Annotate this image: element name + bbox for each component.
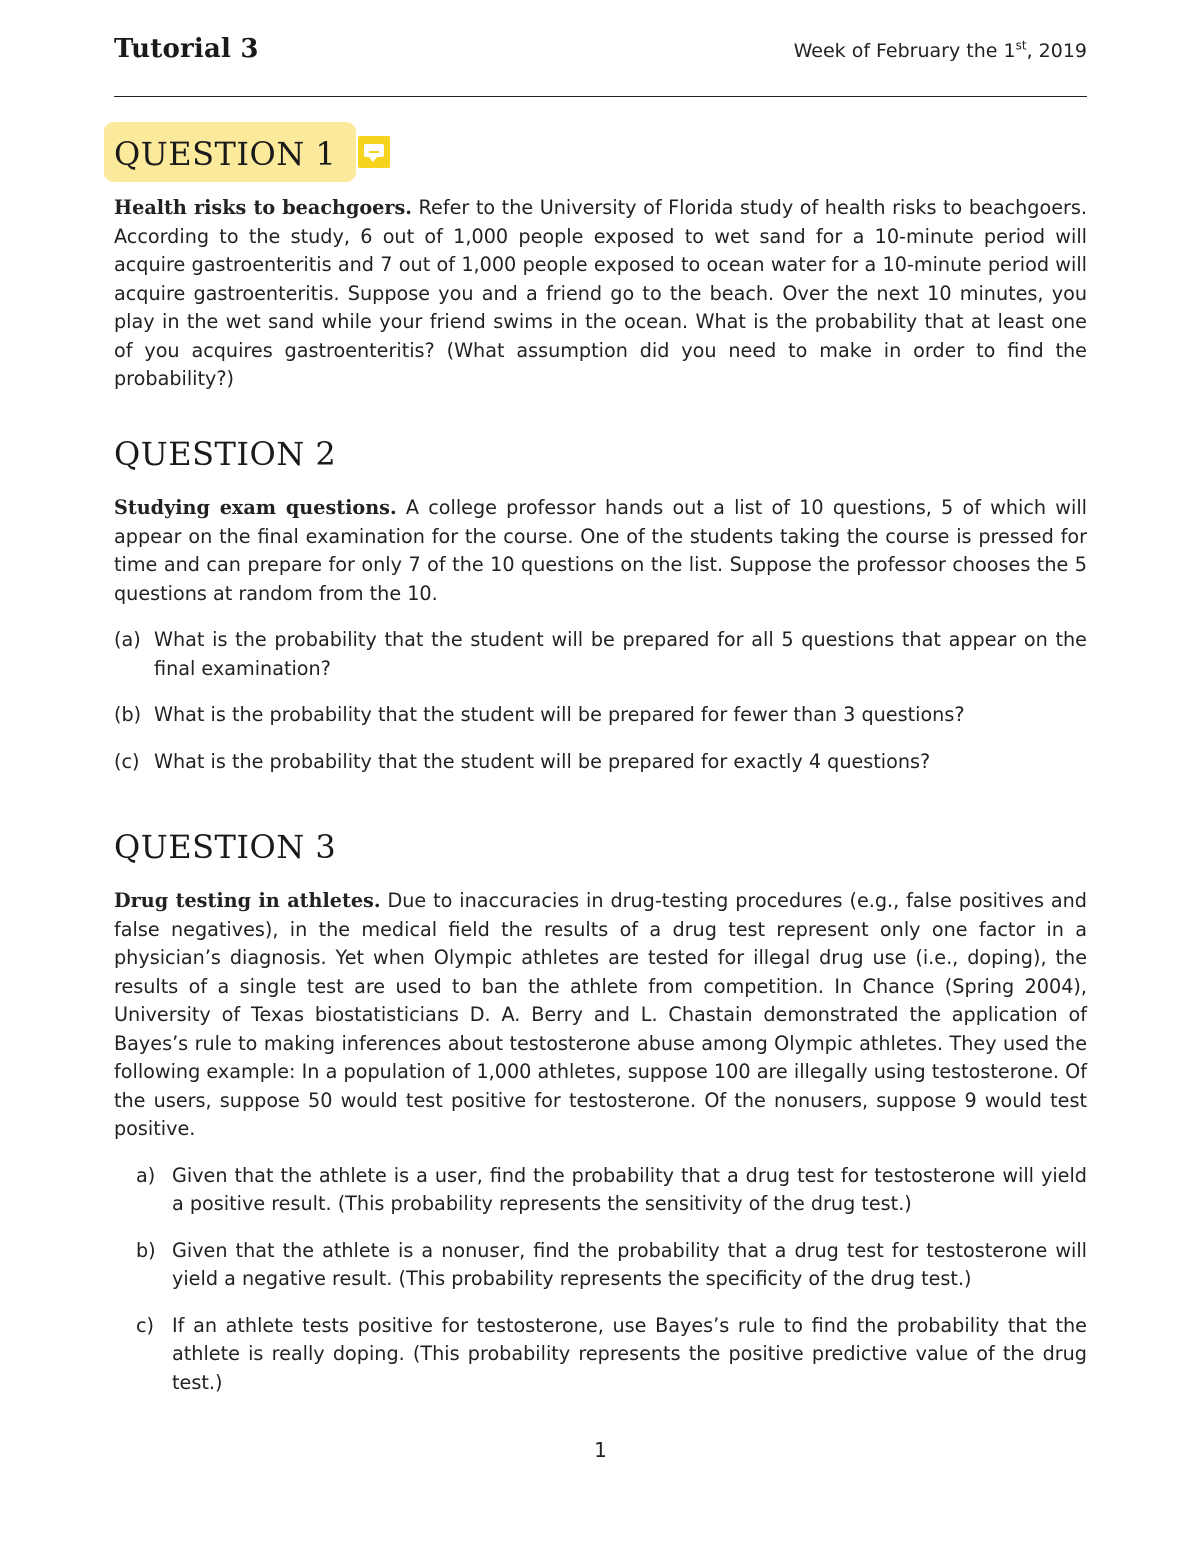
comment-line-shape <box>369 151 379 153</box>
question-2-item-a <box>114 626 1087 683</box>
question-2-title: QUESTION 2 <box>114 435 337 473</box>
document-page <box>114 0 1087 1553</box>
header-title: Tutorial 3 <box>114 34 259 64</box>
header-date-prefix: Week of February the 1 <box>793 40 1016 62</box>
item-text: What is the probability that the student will be prepared for fewer than 3 questions? <box>154 703 965 726</box>
question-3-title: QUESTION 3 <box>114 828 337 866</box>
question-2-text: A college professor hands out a list of 10 questions, 5 of which will appear on the final examination for the course. One of the students taking the course is pressed for time and can prepare for only 7 of the 10 questions on the list. Suppose the professor chooses the 5 questions at random from the 10. <box>114 496 1087 605</box>
question-1-body <box>114 194 1087 394</box>
item-text: Given that the athlete is a nonuser, find the probability that a drug test for testosterone will yield a negative result. (This probability represents the specificity of the drug test.) <box>172 1238 1087 1290</box>
question-2-body <box>114 494 1087 608</box>
header-date-sup: st <box>1015 38 1027 53</box>
question-2 <box>114 432 1087 776</box>
question-2-lead: Studying exam questions. <box>114 496 397 519</box>
item-text: If an athlete tests positive for testosterone, use Bayes’s rule to find the probability that the athlete is really doping. (This probability represents the positive predictive value of the drug test.) <box>172 1313 1087 1394</box>
question-1-title: QUESTION 1 <box>114 135 337 173</box>
question-1-lead: Health risks to beachgoers. <box>114 196 412 219</box>
question-3-item-b <box>114 1237 1087 1294</box>
item-marker: b) <box>136 1238 156 1262</box>
item-text: What is the probability that the student will be prepared for all 5 questions that appear on the final examination? <box>154 628 1087 680</box>
question-1-text: Refer to the University of Florida study of health risks to beachgoers. According to the study, 6 out of 1,000 people exposed to wet sand for a 10-minute period will acquire gastroenteritis and 7 out of 1,000 people exposed to ocean water for a 10-minute period will acquire gastroenteritis. Suppose you and a friend go to the beach. Over the next 10 minutes, you play in the wet sand while your friend swims in the ocean. What is the probability that at least one of you acquires gastroenteritis? (What assumption did you need to make in order to find the probability?) <box>114 196 1087 390</box>
question-3-item-a <box>114 1162 1087 1219</box>
item-marker: a) <box>136 1163 156 1187</box>
header-date-suffix: , 2019 <box>1026 40 1087 62</box>
question-3-text: Due to inaccuracies in drug-testing procedures (e.g., false positives and false negatives), in the medical field the results of a drug test represent only one factor in a physician’s diagnosis. Yet when Olympic athletes are tested for illegal drug use (i.e., doping), the results of a single test are used to ban the athlete from competition. In Chance (Spring 2004), University of Texas biostatisticians D. A. Berry and L. Chastain demonstrated the application of Bayes’s rule to making inferences about testosterone abuse among Olympic athletes. They used the following example: In a population of 1,000 athletes, suppose 100 are illegally using testosterone. Of the users, suppose 50 would test positive for testosterone. Of the nonusers, suppose 9 would test positive. <box>114 889 1087 1140</box>
comment-note-icon[interactable] <box>358 136 390 168</box>
item-text: Given that the athlete is a user, find the probability that a drug test for testosterone will yield a positive result. (This probability represents the sensitivity of the drug test.) <box>172 1163 1087 1215</box>
question-3-item-c <box>114 1312 1087 1398</box>
header-date <box>794 40 1087 62</box>
item-marker: (c) <box>114 749 140 773</box>
question-2-item-b <box>114 701 1087 730</box>
page-header <box>114 34 1087 70</box>
item-marker: c) <box>136 1313 155 1337</box>
item-marker: (a) <box>114 628 141 651</box>
question-2-items <box>114 626 1087 776</box>
question-3 <box>114 825 1087 1397</box>
question-3-items <box>114 1162 1087 1398</box>
item-marker: (b) <box>114 703 142 726</box>
question-1-title-wrap <box>114 132 336 176</box>
question-1 <box>114 132 1087 394</box>
question-3-body <box>114 887 1087 1144</box>
page-number: 1 <box>594 1438 607 1462</box>
header-rule <box>114 96 1087 97</box>
item-text: What is the probability that the student will be prepared for exactly 4 questions? <box>154 749 931 773</box>
question-2-item-c <box>114 748 1087 777</box>
question-3-lead: Drug testing in athletes. <box>114 889 381 912</box>
